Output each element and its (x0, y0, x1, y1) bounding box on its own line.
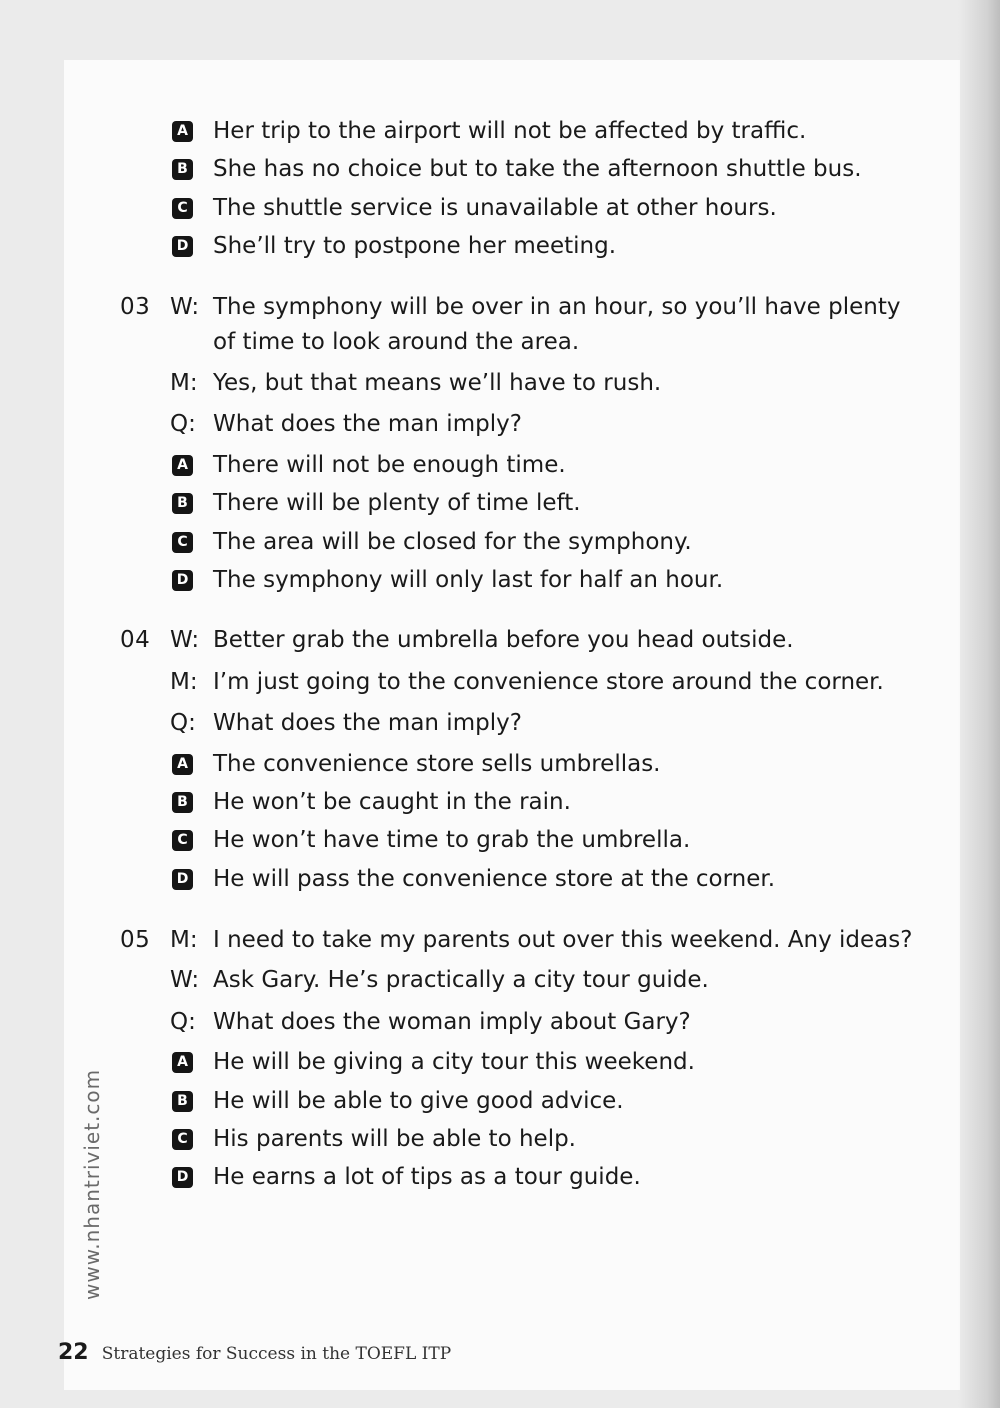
answer-option (0, 448, 1000, 482)
option-text: He earns a lot of tips as a tour guide. (213, 1164, 641, 1190)
option-text: The convenience store sells umbrellas. (213, 751, 661, 777)
question-number: 03 (120, 294, 151, 320)
answer-option (0, 114, 1000, 148)
question-number: 04 (120, 627, 151, 653)
option-letter-badge: B (172, 792, 193, 813)
dialogue-line (0, 1005, 1000, 1039)
speaker-label: M: (170, 370, 198, 396)
dialogue-text: What does the man imply? (213, 411, 522, 437)
dialogue-text: What does the man imply? (213, 710, 522, 736)
answer-option (0, 486, 1000, 520)
speaker-label: W: (170, 294, 200, 320)
option-letter-badge: C (172, 198, 193, 219)
option-letter-badge: D (172, 236, 193, 257)
answer-option (0, 1122, 1000, 1156)
option-text: The shuttle service is unavailable at other hours. (213, 195, 777, 221)
answer-option (0, 152, 1000, 186)
option-letter-badge: C (172, 532, 193, 553)
page-footer (58, 1340, 451, 1372)
option-text: He will be able to give good advice. (213, 1088, 624, 1114)
option-text: Her trip to the airport will not be affected by traffic. (213, 118, 807, 144)
option-letter-badge: D (172, 570, 193, 591)
option-text: His parents will be able to help. (213, 1126, 576, 1152)
answer-option (0, 785, 1000, 819)
page-number: 22 (58, 1340, 89, 1365)
option-letter-badge: A (172, 1052, 193, 1073)
option-text: She has no choice but to take the afternoon shuttle bus. (213, 156, 862, 182)
dialogue-line (0, 623, 1000, 657)
dialogue-line (0, 325, 1000, 359)
dialogue-text: What does the woman imply about Gary? (213, 1009, 691, 1035)
option-letter-badge: C (172, 830, 193, 851)
answer-option (0, 747, 1000, 781)
answer-option (0, 862, 1000, 896)
option-text: She’ll try to postpone her meeting. (213, 233, 617, 259)
option-text: He will be giving a city tour this weekend. (213, 1049, 695, 1075)
answer-option (0, 191, 1000, 225)
dialogue-line (0, 407, 1000, 441)
dialogue-text: The symphony will be over in an hour, so you’ll have plenty (213, 294, 901, 320)
dialogue-text: of time to look around the area. (213, 329, 580, 355)
option-letter-badge: A (172, 455, 193, 476)
option-text: There will be plenty of time left. (213, 490, 581, 516)
watermark: www.nhantriviet.com (80, 1068, 104, 1300)
option-letter-badge: D (172, 869, 193, 890)
speaker-label: W: (170, 627, 200, 653)
answer-option (0, 1045, 1000, 1079)
answer-option (0, 563, 1000, 597)
dialogue-text: Ask Gary. He’s practically a city tour guide. (213, 967, 709, 993)
speaker-label: Q: (170, 710, 196, 736)
answer-option (0, 823, 1000, 857)
dialogue-line (0, 923, 1000, 957)
option-letter-badge: C (172, 1129, 193, 1150)
speaker-label: Q: (170, 411, 196, 437)
option-letter-badge: A (172, 121, 193, 142)
dialogue-line (0, 963, 1000, 997)
book-title: Strategies for Success in the TOEFL ITP (101, 1344, 452, 1364)
option-letter-badge: B (172, 1091, 193, 1112)
option-letter-badge: B (172, 159, 193, 180)
option-text: There will not be enough time. (213, 452, 566, 478)
option-letter-badge: A (172, 754, 193, 775)
option-text: He won’t have time to grab the umbrella. (213, 827, 691, 853)
speaker-label: Q: (170, 1009, 196, 1035)
option-letter-badge: B (172, 493, 193, 514)
answer-option (0, 1084, 1000, 1118)
speaker-label: M: (170, 927, 198, 953)
speaker-label: W: (170, 967, 200, 993)
option-text: He will pass the convenience store at the corner. (213, 866, 776, 892)
dialogue-line (0, 706, 1000, 740)
dialogue-text: I’m just going to the convenience store around the corner. (213, 669, 884, 695)
answer-option (0, 1160, 1000, 1194)
dialogue-line (0, 290, 1000, 324)
dialogue-text: Yes, but that means we’ll have to rush. (213, 370, 662, 396)
option-letter-badge: D (172, 1167, 193, 1188)
dialogue-text: Better grab the umbrella before you head outside. (213, 627, 794, 653)
option-text: The area will be closed for the symphony. (213, 529, 692, 555)
dialogue-text: I need to take my parents out over this weekend. Any ideas? (213, 927, 913, 953)
answer-option (0, 229, 1000, 263)
answer-option (0, 525, 1000, 559)
question-number: 05 (120, 927, 151, 953)
speaker-label: M: (170, 669, 198, 695)
dialogue-line (0, 665, 1000, 699)
option-text: The symphony will only last for half an hour. (213, 567, 724, 593)
dialogue-line (0, 366, 1000, 400)
option-text: He won’t be caught in the rain. (213, 789, 571, 815)
